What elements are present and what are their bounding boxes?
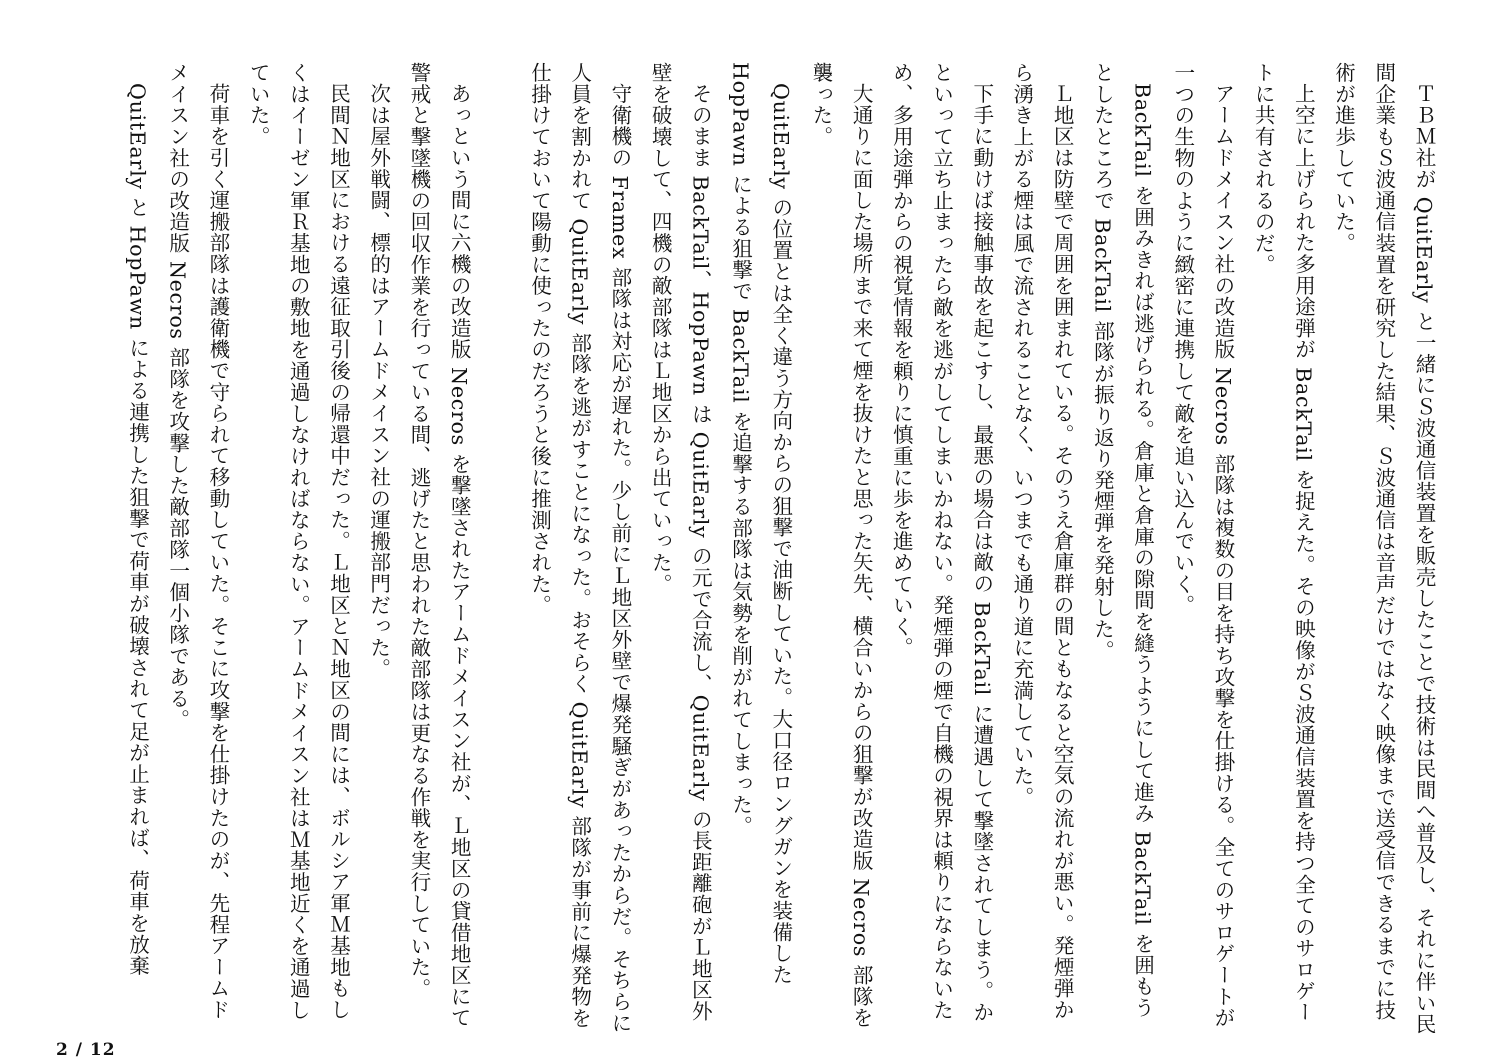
paragraph: QuitEarly と HopPawn による連携した狙撃で荷車が破壊されて足が止まれば、荷車を放棄 — [125, 82, 150, 976]
page-number: 2 / 12 — [56, 1040, 116, 1060]
paragraph: ＴＢＭ社が QuitEarly と一緒にＳ波通信装置を販売したことで技術は民間へ普及し、それに伴い民間企業もＳ波通信装置を研究した結果、Ｓ波通信は音声だけではなく映像まで送受信できるまでに技術が進歩していた。 — [1331, 62, 1436, 1035]
paragraph: 上空に上げられた多用途弾が BackTail を捉えた。その映像がＳ波通信装置を持つ全てのサロゲートに共有されるのだ。 — [1251, 62, 1316, 1023]
paragraph: QuitEarly の位置とは全く違う方向からの狙撃で油断していた。大口径ロングガンを装備した HopPawn による狙撃で BackTail を追撃する部隊は気勢を削がれてしまった。 — [728, 62, 793, 985]
paragraph: あっという間に六機の改造版 Necros を撃墜されたアームドメイスン社が、Ｌ地区の貸借地区にて警戒と撃墜機の回収作業を行っている間、逃げたと思われた敵部隊は更なる作戦を実行していた。 — [406, 62, 472, 1028]
paragraph: 荷車を引く運搬部隊は護衛機で守られて移動していた。そこに攻撃を仕掛けたのが、先程アームドメイスン社の改造版 Necros 部隊を攻撃した敵部隊一個小隊である。 — [165, 62, 230, 1020]
paragraph: 大通りに面した場所まで来て煙を抜けたと思った矢先、横合いからの狙撃が改造版 Necros 部隊を襲った。 — [808, 62, 874, 1028]
paragraph: 次は屋外戦闘、標的はアームドメイスン社の運搬部門だった。 — [366, 82, 391, 679]
vertical-text-body — [44, 62, 1444, 1037]
paragraph: 民間Ｎ地区における遠征取引後の帰還中だった。Ｌ地区とＮ地区の間には、ボルシア軍Ｍ基地もしくはイーゼン軍Ｒ基地の敷地を通過しなければならない。アームドメイスン社はＭ基地近くを通過していた。 — [246, 62, 351, 1021]
paragraph: そのまま BackTail、HopPawn は QuitEarly の元で合流し、QuitEarly の長距離砲がＬ地区外壁を破壊して、四機の敵部隊はＬ地区から出ていった。 — [648, 62, 713, 1022]
paragraph: 下手に動けば接触事故を起こすし、最悪の場合は敵の BackTail に遭遇して撃墜されてしまう。かといって立ち止まったら敵を逃がしてしまいかねない。発煙弾の煙で自機の視界は頼りにならないため、多用途弾からの視覚情報を頼りに慎重に歩を進めていく。 — [889, 62, 994, 1023]
paragraph: BackTail を囲みきれば逃げられる。倉庫と倉庫の隙間を縫うようにして進み BackTail を囲もうとしたところで BackTail 部隊が振り返り発煙弾を発射した。 — [1090, 62, 1155, 1018]
paragraph: Ｌ地区は防壁で周囲を囲まれている。そのうえ倉庫群の間ともなると空気の流れが悪い。発煙弾から湧き上がる煙は風で流されることなく、いつまでも通り道に充満していた。 — [1009, 62, 1075, 1020]
paragraph: 守衛機の Framex 部隊は対応が遅れた。少し前にＬ地区外壁で爆発騒ぎがあったからだ。そちらに人員を割かれて QuitEarly 部隊を逃がすことになった。おそらく QuitEarly 部隊が事前に爆発物を仕掛けておいて陽動に使ったのだろうと後に推測された。 — [527, 62, 632, 1034]
paragraph: アームドメイスン社の改造版 Necros 部隊は複数の目を持ち攻撃を仕掛ける。全てのサロゲートが一つの生物のように緻密に連携して敵を追い込んでいく。 — [1170, 62, 1235, 1028]
